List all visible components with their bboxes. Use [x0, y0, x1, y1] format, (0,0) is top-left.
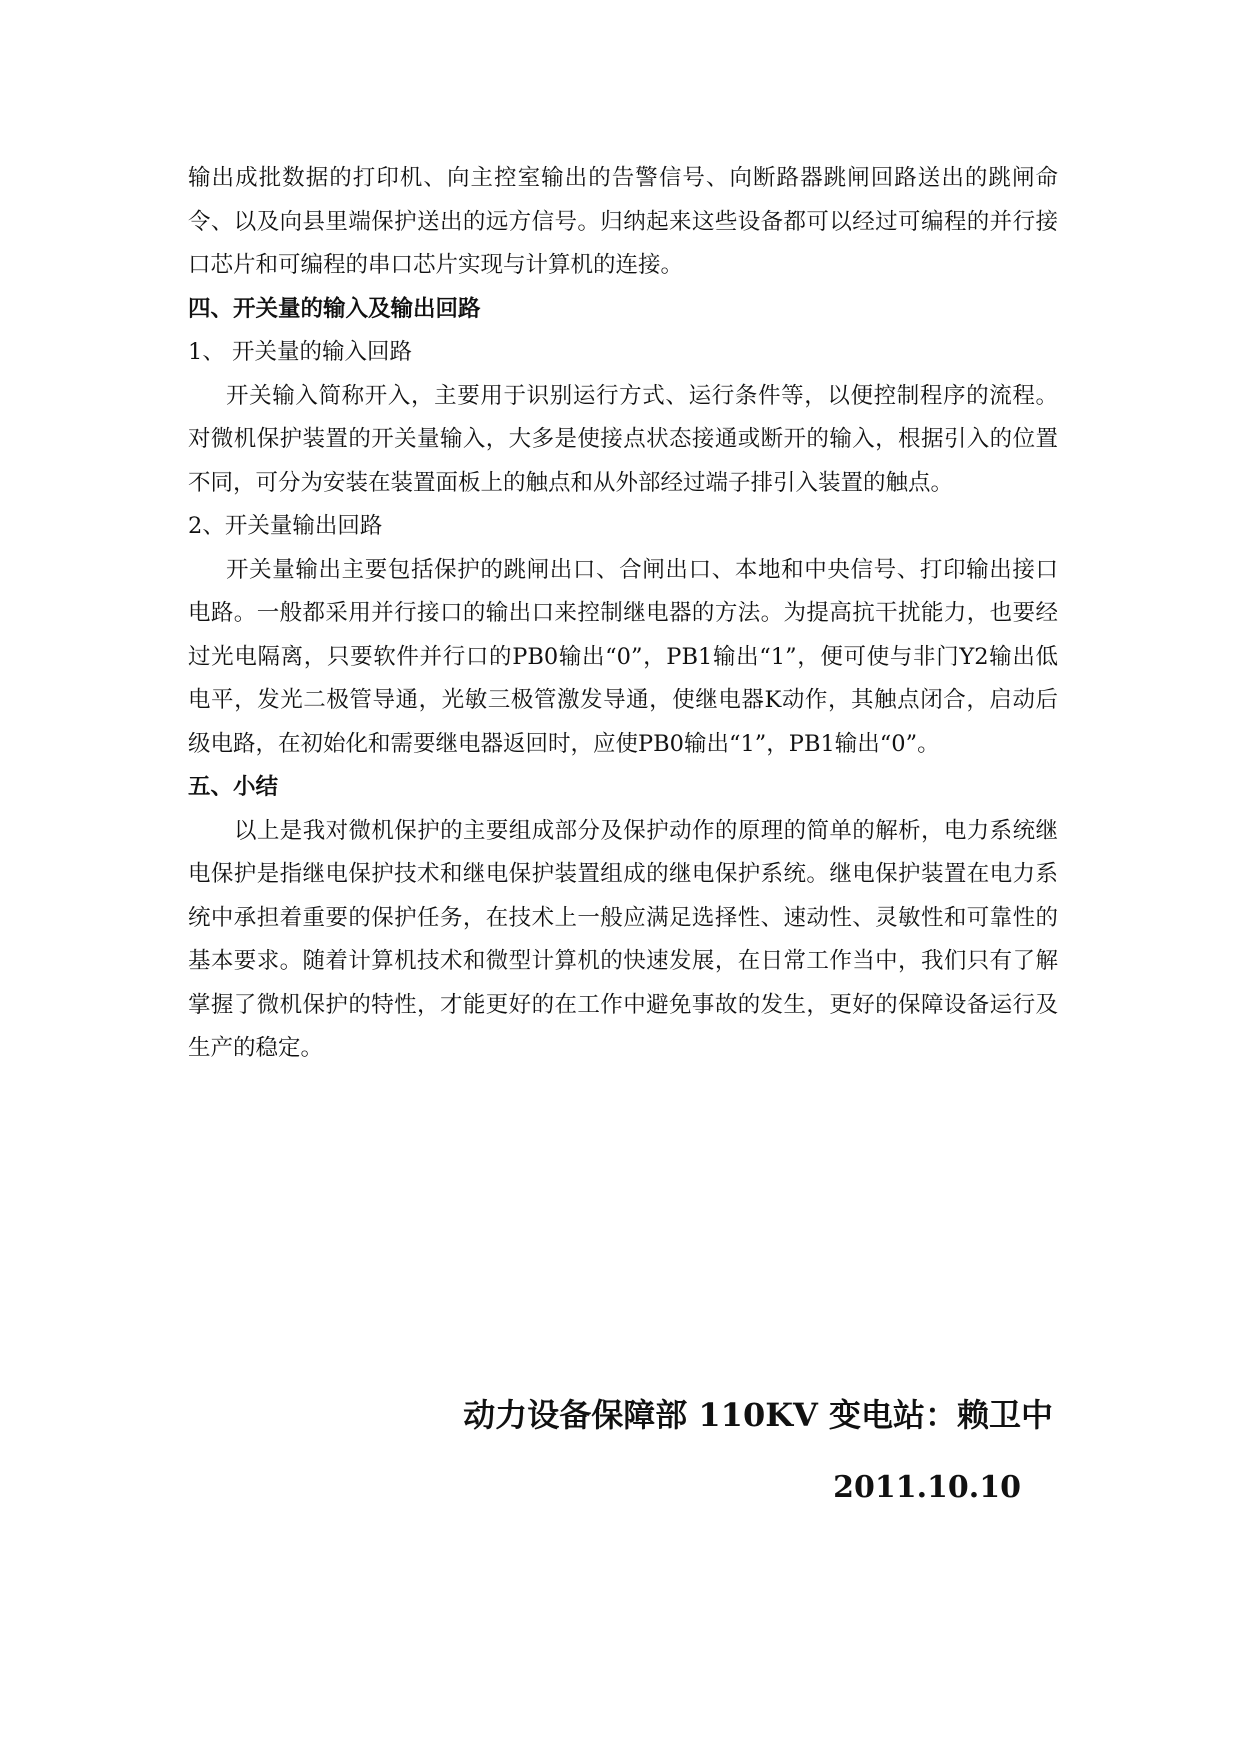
section-4-1-heading: 1、 开关量的输入回路 — [188, 339, 412, 365]
intro-paragraph: 输出成批数据的打印机、向主控室输出的告警信号、向断路器跳闸回路送出的跳闸命令、以及向县里端保护送出的远方信号。归纳起来这些设备都可以经过可编程的并行接口芯片和可编程的串口芯片实现与计算机的连接。 — [188, 165, 1058, 278]
signature-date: 2011.10.10 — [833, 1470, 1021, 1505]
section-4-2-heading: 2、开关量输出回路 — [188, 513, 383, 539]
output-circuit-paragraph: 开关量输出主要包括保护的跳闸出口、合闸出口、本地和中央信号、打印输出接口电路。一般都采用并行接口的输出口来控制继电器的方法。为提高抗干扰能力，也要经过光电隔离，只要软件并行口的PB0输出“0”，PB1输出“1”，便可使与非门Y2输出低电平，发光二极管导通，光敏三极管激发导通，使继电器K动作，其触点闭合，启动后级电路，在初始化和需要继电器返回时，应使PB0输出“1”，PB1输出“0”。 — [188, 556, 1058, 757]
document-body — [188, 157, 1058, 1071]
section-4-heading: 四、开关量的输入及输出回路 — [188, 295, 481, 322]
summary-paragraph: 以上是我对微机保护的主要组成部分及保护动作的原理的简单的解析，电力系统继电保护是指继电保护技术和继电保护装置组成的继电保护系统。继电保护装置在电力系统中承担着重要的保护任务，在技术上一般应满足选择性、速动性、灵敏性和可靠性的基本要求。随着计算机技术和微型计算机的快速发展，在日常工作当中，我们只有了解掌握了微机保护的特性，才能更好的在工作中避免事故的发生，更好的保障设备运行及生产的稳定。 — [188, 817, 1058, 1061]
author-signature: 动力设备保障部 110KV 变电站：赖卫中 — [463, 1396, 1053, 1434]
section-5-heading: 五、小结 — [188, 774, 279, 800]
input-circuit-paragraph: 开关输入简称开入，主要用于识别运行方式、运行条件等，以便控制程序的流程。对微机保护装置的开关量输入，大多是使接点状态接通或断开的输入，根据引入的位置不同，可分为安装在装置面板上的触点和从外部经过端子排引入装置的触点。 — [188, 382, 1058, 496]
